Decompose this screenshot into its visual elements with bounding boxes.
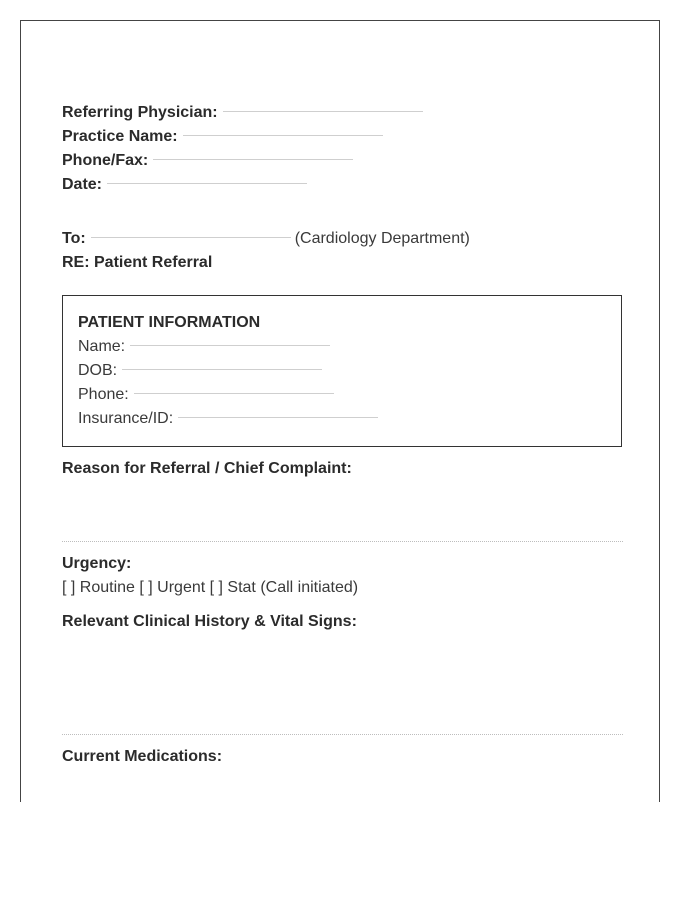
patient-name-label: Name:: [78, 338, 126, 355]
referring-physician-field[interactable]: [223, 111, 423, 112]
patient-info-title: PATIENT INFORMATION: [78, 314, 261, 331]
patient-dob-row: [78, 361, 322, 381]
history-heading: [62, 612, 357, 632]
re-text: RE: Patient Referral: [62, 254, 213, 271]
practice-name-field[interactable]: [183, 135, 383, 136]
to-row: [62, 229, 470, 249]
re-line: [62, 253, 212, 273]
date-field[interactable]: [107, 183, 307, 184]
phone-fax-row: [62, 151, 353, 171]
patient-dob-field[interactable]: [122, 369, 322, 370]
practice-name-row: [62, 127, 383, 147]
history-label: Relevant Clinical History & Vital Signs:: [62, 613, 357, 630]
to-label: To:: [62, 230, 86, 247]
patient-insurance-row: [78, 409, 378, 429]
phone-fax-label: Phone/Fax:: [62, 152, 149, 169]
referral-form-page: [20, 20, 660, 802]
reason-label: Reason for Referral / Chief Complaint:: [62, 460, 352, 477]
date-label: Date:: [62, 176, 103, 193]
patient-phone-field[interactable]: [134, 393, 334, 394]
reason-separator: [62, 541, 623, 542]
phone-fax-field[interactable]: [153, 159, 353, 160]
medications-label: Current Medications:: [62, 748, 223, 765]
referring-physician-label: Referring Physician:: [62, 104, 218, 121]
patient-phone-label: Phone:: [78, 386, 129, 403]
to-field[interactable]: [91, 237, 291, 238]
patient-insurance-label: Insurance/ID:: [78, 410, 174, 427]
referring-physician-row: [62, 103, 423, 123]
department-text: (Cardiology Department): [294, 230, 470, 247]
patient-information-box: [62, 295, 622, 447]
medications-heading: [62, 747, 222, 767]
urgency-options-row[interactable]: [62, 578, 358, 598]
patient-phone-row: [78, 385, 334, 405]
practice-name-label: Practice Name:: [62, 128, 178, 145]
urgency-options[interactable]: [ ] Routine [ ] Urgent [ ] Stat (Call initiated): [62, 579, 359, 596]
patient-insurance-field[interactable]: [178, 417, 378, 418]
date-row: [62, 175, 307, 195]
patient-name-row: [78, 337, 330, 357]
reason-heading: [62, 459, 352, 479]
urgency-heading: [62, 554, 131, 574]
history-separator: [62, 734, 623, 735]
urgency-label: Urgency:: [62, 555, 132, 572]
patient-dob-label: DOB:: [78, 362, 118, 379]
patient-name-field[interactable]: [130, 345, 330, 346]
